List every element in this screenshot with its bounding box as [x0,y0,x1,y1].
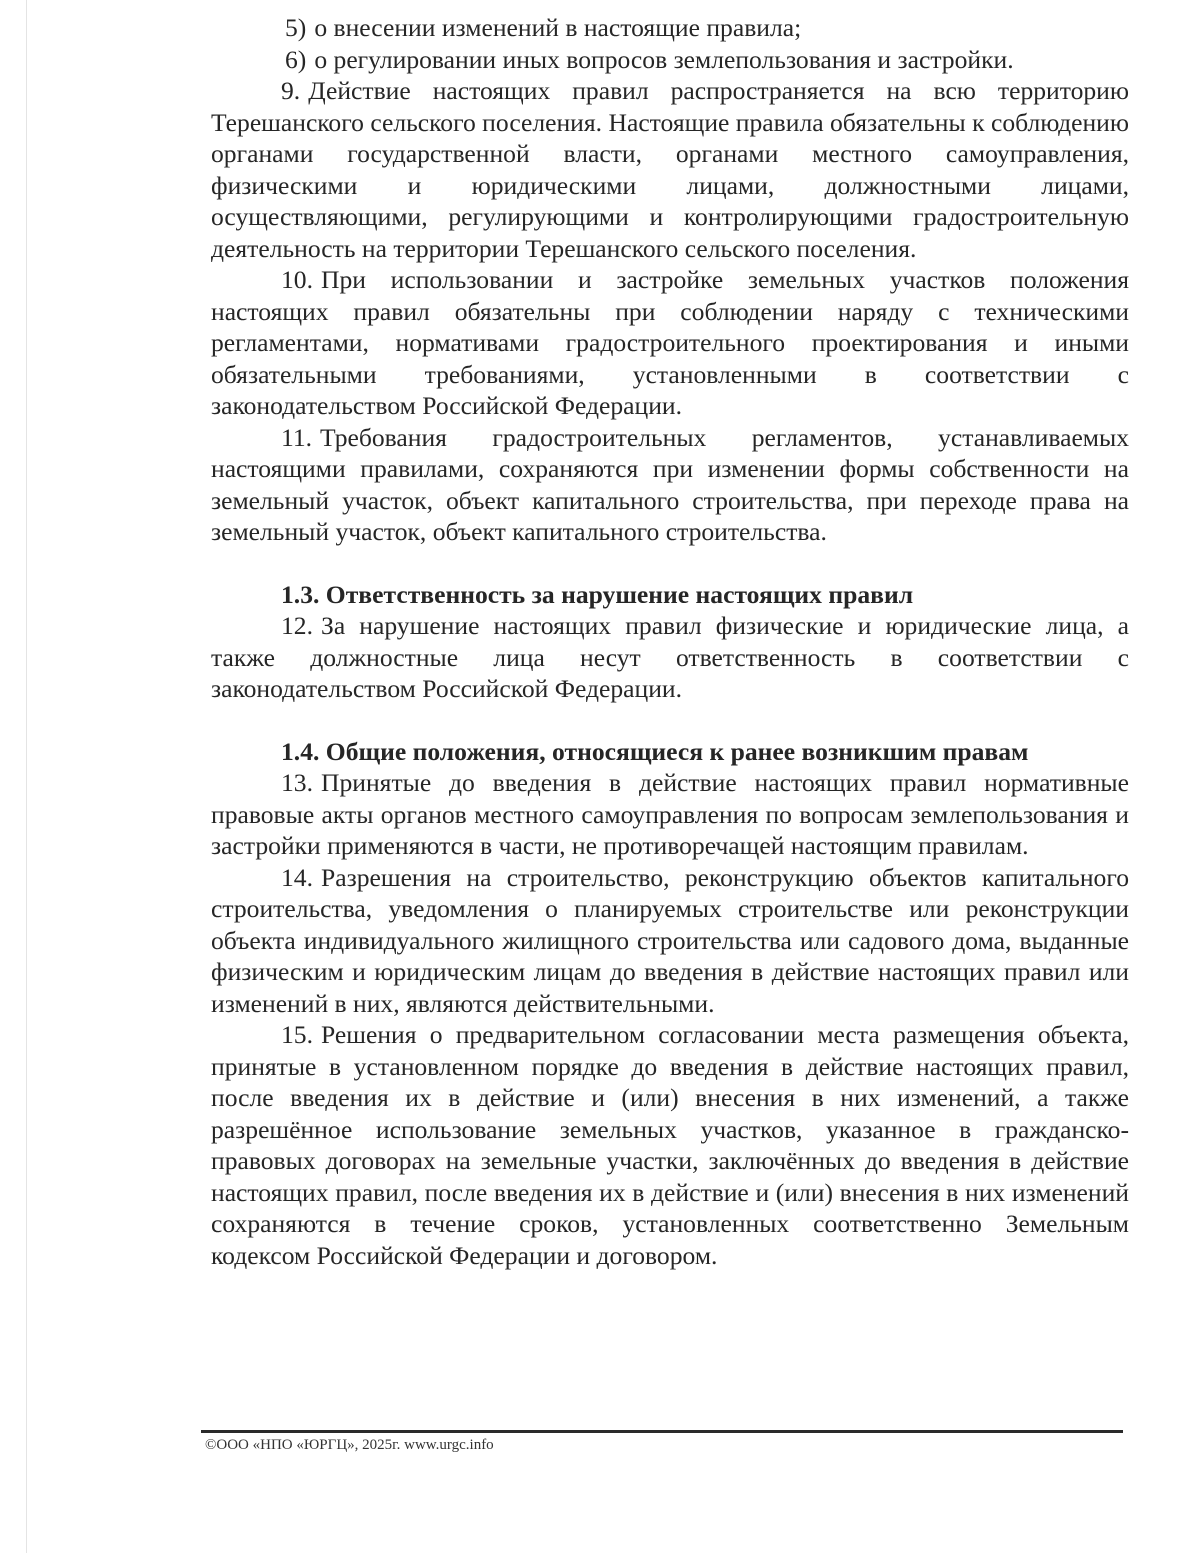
paragraph-text: Решения о предварительном согласовании места размещения объекта, принятые в установленном порядке до введения в действие настоящих правил, после введения их в действие и (или) внесения в них изменений, а также разрешённое использование земельных участков, указанное в гражданско-правовых договорах на земельные участки, заключённых до введения в действие настоящих правил, после введения их в действие и (или) внесения в них изменений сохраняются в течение сроков, установленных соответственно Земельным кодексом Российской Федерации и договором. [211,1020,1129,1270]
paragraph-10 [211,264,1129,422]
list-item-number: 6) [285,44,307,74]
paragraph-number: 14. [281,862,313,892]
paragraph-number: 11. [281,422,313,452]
paragraph-number: 10. [281,265,313,294]
document-page [211,12,1129,1271]
paragraph-13 [211,767,1129,862]
section-heading-1-3: 1.3. Ответственность за нарушение настоящих правил [281,579,914,609]
list-item [211,44,1129,76]
list-item-number: 5) [285,13,307,42]
paragraph-9 [211,75,1129,264]
paragraph-text: Действие настоящих правил распространяется на всю территорию Терешанского сельского поселения. Настоящие правила обязательны к соблюдению органами государственной власти, органами местного самоуправления, физическими и юридическими лицами, должностными лицами, осуществляющими, регулирующими и контролирующими градостроительную деятельность на территории Терешанского сельского поселения. [211,76,1129,263]
paragraph-number: 15. [281,1020,313,1049]
paragraph-text: Принятые до введения в действие настоящих правил нормативные правовые акты органов местного самоуправления по вопросам землепользования и застройки применяются в части, не противоречащей настоящим правилам. [211,768,1129,860]
paragraph-14 [211,862,1129,1020]
paragraph-number: 13. [281,768,313,797]
list-item [211,12,1129,44]
paragraph-text: Требования градостроительных регламентов, устанавливаемых настоящими правилами, сохраняются при изменении формы собственности на земельный участок, объект капитального строительства, при переходе права на земельный участок, объект капитального строительства. [211,422,1129,546]
footer-copyright: ©ООО «НПО «ЮРГЦ», 2025г. www.urgc.info [205,1437,494,1453]
paragraph-text: При использовании и застройке земельных участков положения настоящих правил обязательны при соблюдении наряду с техническими регламентами, нормативами градостроительного проектирования и иными обязательными требованиями, установленными в соответствии с законодательством Российской Федерации. [211,265,1129,420]
list-item-text: о внесении изменений в настоящие правила; [314,13,802,42]
scan-edge-line [26,0,27,1553]
list-item-text: о регулировании иных вопросов землепользования и застройки. [314,44,1014,74]
footer-divider [201,1430,1123,1433]
paragraph-number: 9. [281,76,301,105]
paragraph-text: За нарушение настоящих правил физические и юридические лица, а также должностные лица несут ответственность в соответствии с законодательством Российской Федерации. [211,611,1129,703]
paragraph-12 [211,610,1129,705]
paragraph-text: Разрешения на строительство, реконструкцию объектов капитального строительства, уведомления о планируемых строительстве или реконструкции объекта индивидуального жилищного строительства или садового дома, выданные физическим и юридическим лицам до введения в действие настоящих правил или изменений в них, являются действительными. [211,862,1129,1018]
paragraph-number: 12. [281,611,313,640]
section-heading-1-4: 1.4. Общие положения, относящиеся к ранее возникшим правам [281,736,1029,766]
paragraph-11 [211,422,1129,548]
paragraph-15 [211,1019,1129,1271]
